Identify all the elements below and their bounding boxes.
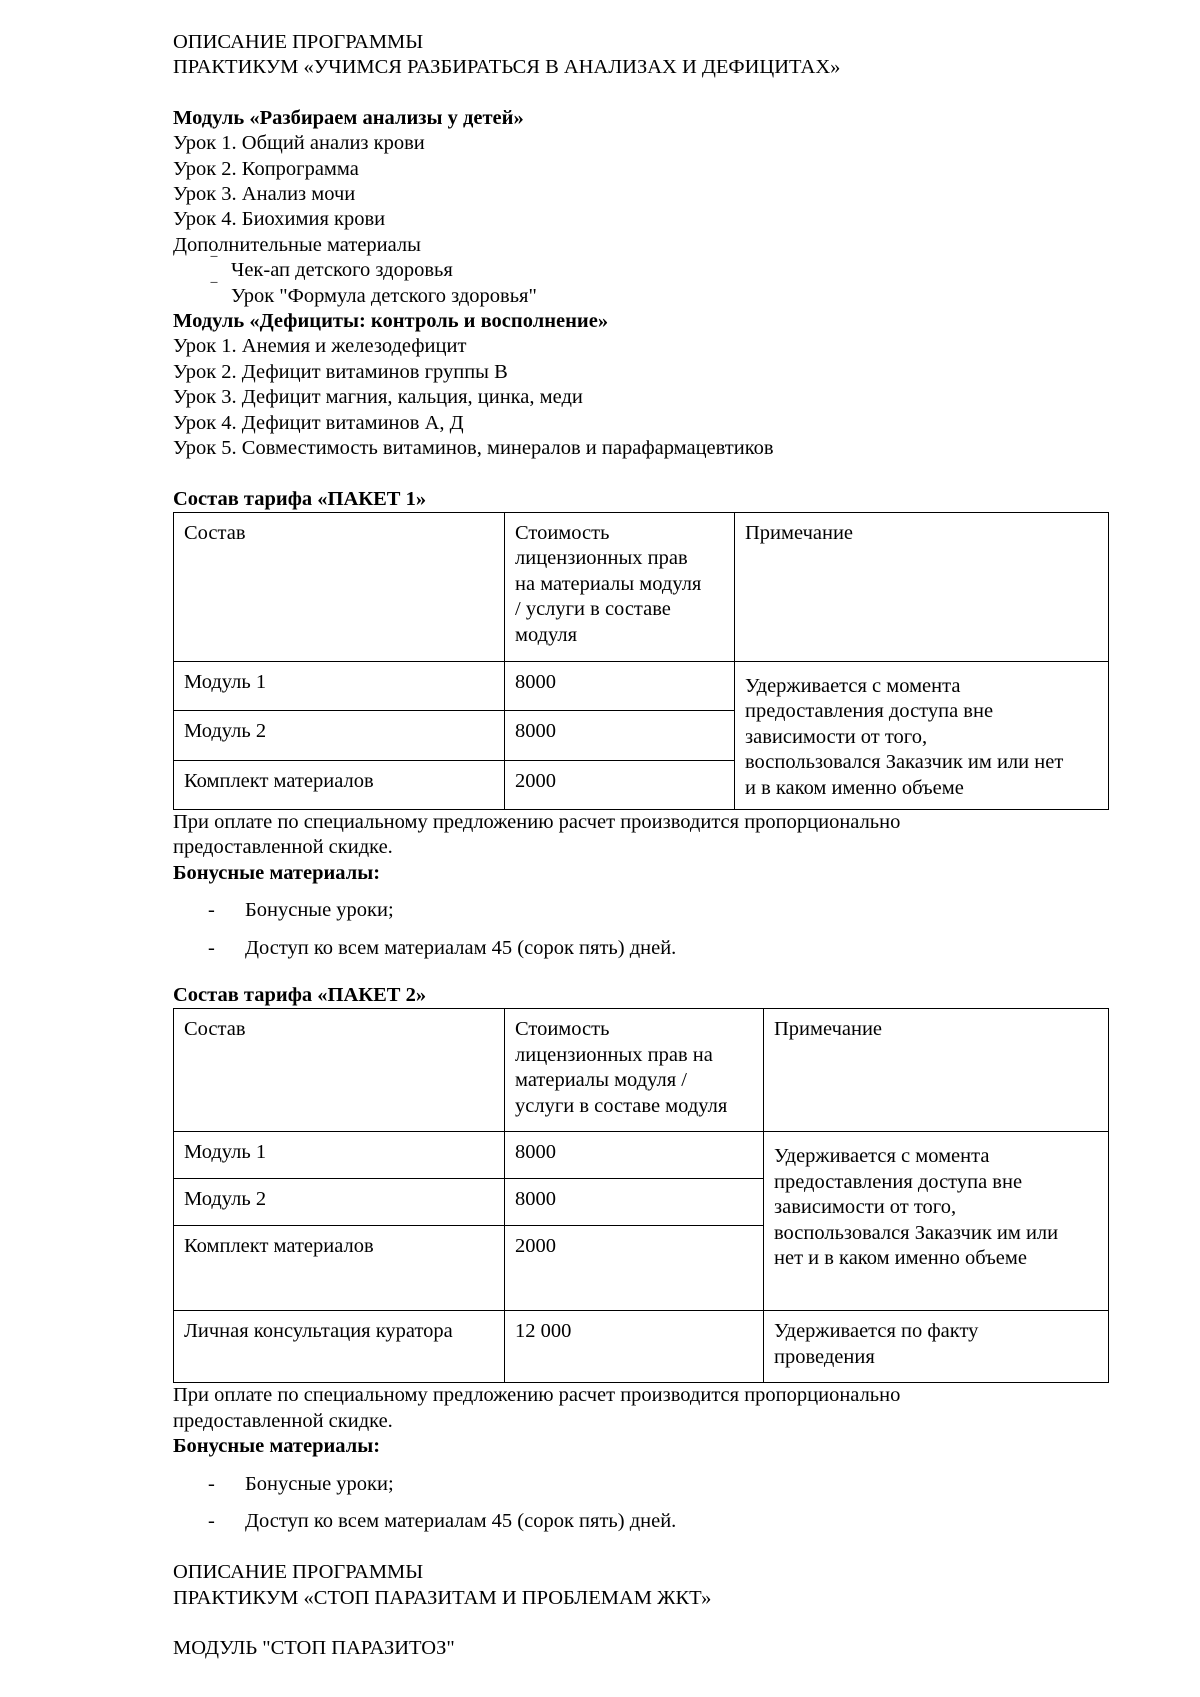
footnote: предоставленной скидке. <box>173 836 393 859</box>
tariff-table <box>173 1008 1109 1383</box>
bonus-label: Доступ ко всем материалам 45 (сорок пять) дней. <box>245 1510 677 1532</box>
item-cell: Личная консультация куратора <box>174 1311 505 1383</box>
heading-line: ОПИСАНИЕ ПРОГРАММЫ <box>173 1561 424 1584</box>
table-row <box>174 1311 1109 1383</box>
header-cell: Примечание <box>764 1009 1109 1132</box>
document-page <box>173 30 1108 1662</box>
dash-bullet-icon: - <box>208 1510 215 1532</box>
lesson-item: Урок 2. Дефицит витаминов группы В <box>173 360 508 383</box>
bonus-label: Доступ ко всем материалам 45 (сорок пять) дней. <box>245 936 677 959</box>
tariff-title: Состав тарифа «ПАКЕТ 1» <box>173 487 427 510</box>
module-section <box>173 106 1108 309</box>
lesson-item: Урок 1. Анемия и железодефицит <box>173 335 467 358</box>
module-title: Модуль «Разбираем анализы у детей» <box>173 106 524 129</box>
note-cell: Удерживается по факту проведения <box>764 1311 1109 1383</box>
extra-material-item <box>173 254 1108 283</box>
header-cell: Примечание <box>735 512 1109 661</box>
lesson-item: Урок 3. Дефицит магния, кальция, цинка, меди <box>173 386 583 409</box>
overline-bullet-icon: ‾ <box>211 279 217 300</box>
lesson-item: Урок 4. Дефицит витаминов А, Д <box>173 411 464 434</box>
module-title: Модуль «Дефициты: контроль и восполнение» <box>173 310 609 333</box>
table-header-row <box>174 1009 1109 1132</box>
program-heading <box>173 1560 1108 1611</box>
item-cell: Комплект материалов <box>174 1226 505 1311</box>
item-cell: Комплект материалов <box>174 760 505 809</box>
dash-bullet-icon: - <box>208 1472 215 1495</box>
bonus-item <box>173 1472 1108 1497</box>
heading-line: ОПИСАНИЕ ПРОГРАММЫ <box>173 31 424 53</box>
item-cell: Модуль 2 <box>174 711 505 760</box>
overline-bullet-icon: ‾ <box>211 254 217 275</box>
price-cell: 8000 <box>505 1132 764 1179</box>
bonus-title: Бонусные материалы: <box>173 1435 381 1458</box>
header-cell: Состав <box>174 512 505 661</box>
lesson-item: Урок 2. Копрограмма <box>173 157 359 180</box>
footnote: При оплате по специальному предложению расчет производится пропорционально <box>173 810 901 833</box>
bonus-item <box>173 1509 1108 1534</box>
price-cell: 8000 <box>505 1179 764 1226</box>
module-section <box>173 309 1108 461</box>
bonus-item <box>173 936 1108 961</box>
tariff-title: Состав тарифа «ПАКЕТ 2» <box>173 983 427 1006</box>
program-heading <box>173 30 1108 81</box>
bonus-label: Бонусные уроки; <box>245 1472 394 1495</box>
price-cell: 12 000 <box>505 1311 764 1383</box>
table-row <box>174 1132 1109 1179</box>
lesson-item: Урок 4. Биохимия крови <box>173 208 386 231</box>
price-cell: 8000 <box>505 661 735 710</box>
note-cell: Удерживается с момента предоставления доступа вне зависимости от того, воспользовался Заказчик им или нет и в каком именно объеме <box>764 1132 1109 1311</box>
bonus-label: Бонусные уроки; <box>245 899 394 922</box>
lesson-item: Урок 1. Общий анализ крови <box>173 132 425 155</box>
item-cell: Модуль 1 <box>174 1132 505 1179</box>
extra-material-item <box>173 279 1108 309</box>
price-cell: 2000 <box>505 1226 764 1311</box>
extra-material-label: Чек-ап детского здоровья <box>231 259 453 282</box>
header-cell: Стоимость лицензионных прав на материалы модуля / услуги в составе модуля <box>505 1009 764 1132</box>
tariff-section <box>173 487 1108 961</box>
extra-material-label: Урок "Формула детского здоровья" <box>231 284 537 307</box>
dash-bullet-icon: - <box>208 936 215 959</box>
lesson-item: Урок 3. Анализ мочи <box>173 183 356 206</box>
tariff-table <box>173 512 1109 810</box>
table-row <box>174 661 1109 710</box>
heading-line: ПРАКТИКУМ «СТОП ПАРАЗИТАМ И ПРОБЛЕМАМ ЖКТ» <box>173 1586 712 1609</box>
note-cell: Удерживается с момента предоставления доступа вне зависимости от того, воспользовался Заказчик им или нет и в каком именно объеме <box>735 661 1109 809</box>
bonus-title: Бонусные материалы: <box>173 861 381 884</box>
tariff-section <box>173 983 1108 1534</box>
dash-bullet-icon: - <box>208 899 215 922</box>
header-cell: Стоимость лицензионных прав на материалы модуля / услуги в составе модуля <box>505 512 735 661</box>
header-cell: Состав <box>174 1009 505 1132</box>
lesson-item: Урок 5. Совместимость витаминов, минералов и парафармацевтиков <box>173 437 774 460</box>
heading-line: ПРАКТИКУМ «УЧИМСЯ РАЗБИРАТЬСЯ В АНАЛИЗАХ И ДЕФИЦИТАХ» <box>173 56 841 79</box>
bonus-item <box>173 898 1108 923</box>
module-title: МОДУЛЬ "СТОП ПАРАЗИТОЗ" <box>173 1637 455 1660</box>
price-cell: 8000 <box>505 711 735 760</box>
item-cell: Модуль 1 <box>174 661 505 710</box>
footnote: При оплате по специальному предложению расчет производится пропорционально <box>173 1384 901 1407</box>
extra-materials-title: Дополнительные материалы <box>173 233 421 256</box>
item-cell: Модуль 2 <box>174 1179 505 1226</box>
price-cell: 2000 <box>505 760 735 809</box>
footnote: предоставленной скидке. <box>173 1409 393 1432</box>
table-header-row <box>174 512 1109 661</box>
